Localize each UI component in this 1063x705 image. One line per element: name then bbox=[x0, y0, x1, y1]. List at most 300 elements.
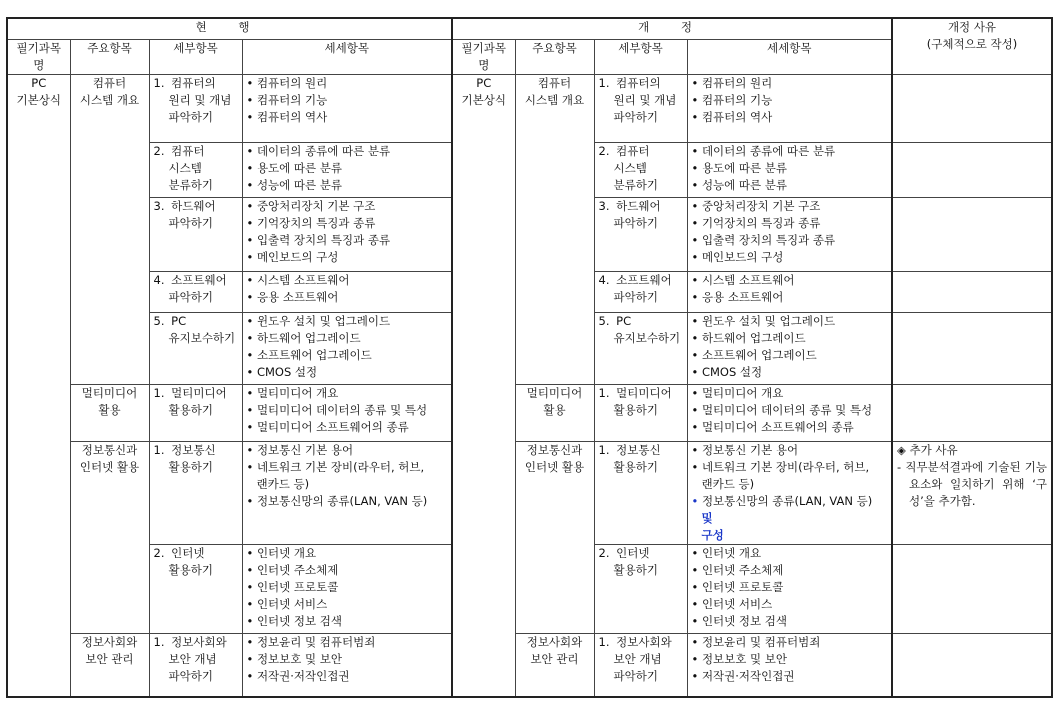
detail-text: 컴퓨터의 기능 bbox=[256, 93, 328, 107]
revised-group-header: 개 정 bbox=[452, 18, 892, 40]
detail-text: 인터넷 정보 검색 bbox=[701, 614, 788, 628]
main-item-line: 인터넷 활용 bbox=[524, 460, 585, 474]
detail-item bbox=[692, 634, 888, 651]
detail-text: 멀티미디어 개요 bbox=[256, 386, 339, 400]
col-detail-rev: 세세항목 bbox=[687, 40, 892, 75]
detail-item bbox=[692, 596, 888, 613]
sub-item-line bbox=[599, 272, 683, 289]
col-subject: 필기과목명 bbox=[7, 40, 70, 75]
sub-item-line bbox=[599, 545, 683, 562]
detail-list bbox=[692, 634, 888, 685]
detail-text: 컴퓨터의 기능 bbox=[701, 93, 773, 107]
detail-item bbox=[247, 562, 448, 579]
detail-text: 인터넷 서비스 bbox=[701, 597, 773, 611]
detail-items-revised bbox=[687, 75, 892, 143]
main-item bbox=[70, 75, 149, 385]
main-item-line: 활용 bbox=[98, 403, 121, 417]
subject-line: PC bbox=[31, 76, 47, 90]
detail-items bbox=[242, 634, 452, 697]
reason-cell bbox=[892, 272, 1052, 313]
reason-cell bbox=[892, 634, 1052, 697]
sub-item-line: 분류하기 bbox=[613, 178, 658, 192]
detail-text: 멀티미디어 개요 bbox=[701, 386, 784, 400]
sub-item-line bbox=[599, 75, 683, 92]
detail-item bbox=[692, 330, 888, 347]
sub-item bbox=[149, 385, 242, 442]
detail-items bbox=[242, 75, 452, 143]
detail-text: 성능에 따른 분류 bbox=[701, 178, 788, 192]
detail-text: 인터넷 프로토콜 bbox=[256, 580, 339, 594]
curriculum-comparison-table bbox=[6, 17, 1053, 698]
sub-item-number: 2. bbox=[153, 546, 165, 560]
sub-item-number: 2. bbox=[598, 546, 610, 560]
detail-item bbox=[692, 75, 888, 92]
detail-list bbox=[692, 385, 888, 436]
sub-item-number: 5. bbox=[153, 314, 165, 328]
sub-item-line bbox=[154, 634, 238, 651]
detail-item bbox=[692, 272, 888, 289]
reason-cell bbox=[892, 313, 1052, 385]
detail-text: 입출력 장치의 특징과 종류 bbox=[701, 233, 836, 247]
detail-items-revised bbox=[687, 442, 892, 545]
sub-item-number: 1. bbox=[598, 386, 610, 400]
detail-item bbox=[247, 402, 448, 419]
detail-item bbox=[692, 545, 888, 562]
detail-list bbox=[692, 313, 888, 381]
sub-item-line bbox=[599, 385, 683, 402]
reason-title: ◈ 추가 사유 bbox=[897, 443, 958, 457]
sub-item-revised bbox=[594, 313, 687, 385]
detail-text: 인터넷 프로토콜 bbox=[701, 580, 784, 594]
reason-cell bbox=[892, 198, 1052, 272]
detail-items bbox=[242, 272, 452, 313]
sub-item-line bbox=[599, 442, 683, 459]
detail-text: 성능에 따른 분류 bbox=[256, 178, 343, 192]
detail-text: 데이터의 종류에 따른 분류 bbox=[256, 144, 391, 158]
detail-text: 정보통신 기본 용어 bbox=[256, 443, 354, 457]
detail-text: 컴퓨터의 원리 bbox=[256, 76, 328, 90]
subject-line: 기본상식 bbox=[461, 93, 506, 107]
detail-list bbox=[247, 385, 448, 436]
detail-items-revised bbox=[687, 198, 892, 272]
sub-item-number: 2. bbox=[153, 144, 165, 158]
sub-item-line bbox=[154, 272, 238, 289]
detail-item bbox=[692, 160, 888, 177]
detail-text: 멀티미디어 데이터의 종류 및 특성 bbox=[256, 403, 428, 417]
sub-item-text: 정보통신 bbox=[616, 443, 661, 457]
table-row bbox=[7, 75, 1052, 143]
sub-item-text: 소프트웨어 bbox=[616, 273, 672, 287]
detail-text: 메인보드의 구성 bbox=[256, 250, 339, 264]
col-sub: 세부항목 bbox=[149, 40, 242, 75]
sub-item-line: 시스템 bbox=[168, 161, 202, 175]
sub-item-line: 분류하기 bbox=[168, 178, 213, 192]
detail-text: 하드웨어 업그레이드 bbox=[256, 331, 361, 345]
detail-text: CMOS 설정 bbox=[701, 365, 763, 379]
sub-item-number: 1. bbox=[598, 635, 610, 649]
reason-cell bbox=[892, 385, 1052, 442]
detail-item bbox=[247, 613, 448, 630]
detail-text: 인터넷 개요 bbox=[701, 546, 762, 560]
detail-list bbox=[247, 634, 448, 685]
sub-item-number: 5. bbox=[598, 314, 610, 328]
current-group-header: 현 행 bbox=[7, 18, 452, 40]
sub-item-text: PC bbox=[616, 314, 632, 328]
detail-list bbox=[247, 545, 448, 630]
detail-item bbox=[247, 385, 448, 402]
table-row bbox=[7, 442, 1052, 545]
detail-items-revised bbox=[687, 272, 892, 313]
detail-item bbox=[247, 419, 448, 436]
detail-list bbox=[247, 313, 448, 381]
detail-text: 정보보호 및 보안 bbox=[256, 652, 343, 666]
detail-item bbox=[692, 613, 888, 630]
sub-item-line: 원리 및 개념 bbox=[168, 93, 232, 107]
sub-item-line bbox=[154, 75, 238, 92]
detail-text: 응용 소프트웨어 bbox=[701, 290, 784, 304]
detail-item bbox=[247, 215, 448, 232]
sub-item-text: 인터넷 bbox=[616, 546, 650, 560]
main-item bbox=[515, 385, 594, 442]
detail-items bbox=[242, 442, 452, 545]
sub-item-line: 파악하기 bbox=[168, 290, 213, 304]
sub-item-line: 파악하기 bbox=[168, 669, 213, 683]
detail-text: 저작권·저작인접권 bbox=[701, 669, 795, 683]
sub-item-text: 정보사회와 bbox=[171, 635, 227, 649]
sub-item bbox=[149, 313, 242, 385]
sub-item-line: 활용하기 bbox=[613, 563, 658, 577]
main-item-line: 정보통신과 bbox=[81, 443, 138, 457]
sub-item-line: 시스템 bbox=[613, 161, 647, 175]
detail-item bbox=[247, 198, 448, 215]
detail-text: 컴퓨터의 역사 bbox=[256, 110, 328, 124]
col-sub-rev: 세부항목 bbox=[594, 40, 687, 75]
detail-text: 데이터의 종류에 따른 분류 bbox=[701, 144, 836, 158]
detail-item bbox=[692, 668, 888, 685]
sub-item-line: 파악하기 bbox=[168, 110, 213, 124]
main-item-line: 컴퓨터 bbox=[92, 76, 127, 90]
sub-item-number: 1. bbox=[598, 76, 610, 90]
sub-item-revised bbox=[594, 634, 687, 697]
detail-items-revised bbox=[687, 313, 892, 385]
sub-item-number: 1. bbox=[153, 386, 165, 400]
sub-item-text: 컴퓨터 bbox=[616, 144, 650, 158]
detail-text: 정보보호 및 보안 bbox=[701, 652, 788, 666]
detail-item bbox=[247, 232, 448, 249]
detail-item bbox=[247, 92, 448, 109]
main-item-line: 멀티미디어 bbox=[526, 386, 583, 400]
sub-item-text: PC bbox=[171, 314, 187, 328]
main-item-line: 정보사회와 bbox=[526, 635, 583, 649]
detail-item bbox=[692, 651, 888, 668]
sub-item bbox=[149, 272, 242, 313]
detail-item bbox=[692, 579, 888, 596]
detail-item bbox=[692, 442, 888, 459]
sub-item-line: 활용하기 bbox=[168, 563, 213, 577]
detail-item bbox=[247, 143, 448, 160]
main-item bbox=[70, 385, 149, 442]
detail-text: 정보통신망의 종류(LAN, VAN 등) bbox=[256, 494, 428, 508]
detail-text: 인터넷 정보 검색 bbox=[256, 614, 343, 628]
sub-item-revised bbox=[594, 75, 687, 143]
col-subject-rev: 필기과목명 bbox=[452, 40, 515, 75]
table-body bbox=[7, 75, 1052, 697]
sub-item-line: 유지보수하기 bbox=[168, 331, 236, 345]
detail-text: 용도에 따른 분류 bbox=[256, 161, 343, 175]
main-item bbox=[515, 75, 594, 385]
detail-text: 소프트웨어 업그레이드 bbox=[701, 348, 817, 362]
sub-item-line: 활용하기 bbox=[613, 403, 658, 417]
detail-list bbox=[247, 272, 448, 306]
sub-item-line bbox=[599, 143, 683, 160]
detail-item bbox=[692, 347, 888, 364]
detail-item bbox=[692, 402, 888, 419]
reason-header-title: 개정 사유 bbox=[947, 20, 997, 34]
detail-item bbox=[692, 562, 888, 579]
detail-item bbox=[247, 347, 448, 364]
detail-item bbox=[247, 442, 448, 459]
detail-text: 시스템 소프트웨어 bbox=[701, 273, 795, 287]
sub-item-text: 하드웨어 bbox=[171, 199, 216, 213]
sub-item-line bbox=[154, 442, 238, 459]
main-item-line: 정보사회와 bbox=[81, 635, 138, 649]
detail-item bbox=[692, 143, 888, 160]
detail-item bbox=[692, 109, 888, 126]
sub-item-number: 1. bbox=[153, 76, 165, 90]
sub-item bbox=[149, 143, 242, 198]
detail-item bbox=[247, 160, 448, 177]
detail-text: 기억장치의 특징과 종류 bbox=[256, 216, 376, 230]
detail-list bbox=[692, 272, 888, 306]
detail-text: 인터넷 개요 bbox=[256, 546, 317, 560]
detail-item bbox=[247, 177, 448, 194]
main-item bbox=[515, 634, 594, 697]
reason-header bbox=[892, 18, 1052, 75]
sub-item-line: 파악하기 bbox=[168, 216, 213, 230]
detail-list bbox=[692, 545, 888, 630]
main-item-line: 시스템 개요 bbox=[524, 93, 585, 107]
sub-item-text: 하드웨어 bbox=[616, 199, 661, 213]
detail-list bbox=[692, 143, 888, 194]
detail-item bbox=[692, 249, 888, 266]
detail-text: 응용 소프트웨어 bbox=[256, 290, 339, 304]
detail-items-revised bbox=[687, 634, 892, 697]
detail-text: 멀티미디어 소프트웨어의 종류 bbox=[701, 420, 854, 434]
sub-item-line bbox=[154, 198, 238, 215]
detail-items bbox=[242, 545, 452, 634]
detail-items-revised bbox=[687, 385, 892, 442]
main-item-line: 인터넷 활용 bbox=[79, 460, 140, 474]
revised-addition: 구성 bbox=[701, 528, 724, 542]
detail-item bbox=[692, 385, 888, 402]
detail-item bbox=[692, 289, 888, 306]
subject-line: 기본상식 bbox=[16, 93, 61, 107]
detail-item bbox=[247, 596, 448, 613]
col-main: 주요항목 bbox=[70, 40, 149, 75]
sub-item bbox=[149, 75, 242, 143]
detail-list bbox=[247, 198, 448, 266]
detail-list bbox=[692, 442, 888, 544]
detail-text: 중앙처리장치 기본 구조 bbox=[256, 199, 376, 213]
detail-item bbox=[692, 313, 888, 330]
detail-items-revised bbox=[687, 545, 892, 634]
detail-item bbox=[692, 177, 888, 194]
detail-items-revised bbox=[687, 143, 892, 198]
detail-item bbox=[692, 364, 888, 381]
sub-item-revised bbox=[594, 143, 687, 198]
detail-item bbox=[692, 232, 888, 249]
main-item bbox=[70, 442, 149, 634]
reason-cell bbox=[892, 75, 1052, 143]
detail-item bbox=[247, 545, 448, 562]
detail-list bbox=[247, 143, 448, 194]
revised-addition: 및 bbox=[701, 511, 713, 525]
detail-text: CMOS 설정 bbox=[256, 365, 318, 379]
sub-item-revised bbox=[594, 545, 687, 634]
sub-item-text: 정보통신 bbox=[171, 443, 216, 457]
main-item-line: 컴퓨터 bbox=[537, 76, 572, 90]
detail-item bbox=[247, 75, 448, 92]
detail-text: 멀티미디어 데이터의 종류 및 특성 bbox=[701, 403, 873, 417]
sub-item-line: 원리 및 개념 bbox=[613, 93, 677, 107]
sub-item-line: 유지보수하기 bbox=[613, 331, 681, 345]
sub-item bbox=[149, 545, 242, 634]
sub-item-line bbox=[599, 634, 683, 651]
detail-item bbox=[247, 651, 448, 668]
detail-item bbox=[692, 459, 888, 493]
detail-item bbox=[247, 459, 448, 493]
detail-item bbox=[692, 419, 888, 436]
table-row bbox=[7, 385, 1052, 442]
sub-item-text: 컴퓨터 bbox=[171, 144, 205, 158]
main-item-line: 멀티미디어 bbox=[81, 386, 138, 400]
sub-item-text: 컴퓨터의 bbox=[616, 76, 661, 90]
detail-text: 하드웨어 업그레이드 bbox=[701, 331, 806, 345]
sub-item-line: 활용하기 bbox=[168, 403, 213, 417]
subject-line: PC bbox=[476, 76, 492, 90]
detail-item bbox=[247, 579, 448, 596]
reason-cell bbox=[892, 545, 1052, 634]
main-item-line: 보안 관리 bbox=[530, 652, 579, 666]
sub-item-line: 활용하기 bbox=[168, 460, 213, 474]
detail-list bbox=[692, 198, 888, 266]
detail-text: 시스템 소프트웨어 bbox=[256, 273, 350, 287]
sub-item-text: 소프트웨어 bbox=[171, 273, 227, 287]
sub-item-line: 파악하기 bbox=[613, 216, 658, 230]
detail-text: 정보윤리 및 컴퓨터범죄 bbox=[256, 635, 376, 649]
detail-text: 소프트웨어 업그레이드 bbox=[256, 348, 372, 362]
detail-list bbox=[247, 442, 448, 510]
detail-item bbox=[247, 313, 448, 330]
detail-text-cont: 랜카드 등) bbox=[256, 477, 310, 491]
main-item-line: 보안 관리 bbox=[85, 652, 134, 666]
detail-item bbox=[247, 272, 448, 289]
detail-list bbox=[692, 75, 888, 126]
table-row bbox=[7, 634, 1052, 697]
detail-text: 멀티미디어 소프트웨어의 종류 bbox=[256, 420, 409, 434]
sub-item-line bbox=[154, 313, 238, 330]
col-main-rev: 주요항목 bbox=[515, 40, 594, 75]
detail-text: 중앙처리장치 기본 구조 bbox=[701, 199, 821, 213]
detail-text: 네트워크 기본 장비(라우터, 허브, bbox=[701, 460, 870, 474]
detail-text: 입출력 장치의 특징과 종류 bbox=[256, 233, 391, 247]
sub-item-line bbox=[154, 545, 238, 562]
detail-text: 용도에 따른 분류 bbox=[701, 161, 788, 175]
detail-text: 인터넷 서비스 bbox=[256, 597, 328, 611]
detail-items bbox=[242, 143, 452, 198]
detail-item bbox=[247, 249, 448, 266]
main-item-line: 정보통신과 bbox=[526, 443, 583, 457]
detail-items bbox=[242, 198, 452, 272]
sub-item-line: 파악하기 bbox=[613, 290, 658, 304]
main-item-line: 시스템 개요 bbox=[79, 93, 140, 107]
sub-item-text: 컴퓨터의 bbox=[171, 76, 216, 90]
sub-item-revised bbox=[594, 272, 687, 313]
sub-item-text: 정보사회와 bbox=[616, 635, 672, 649]
detail-text: 정보통신 기본 용어 bbox=[701, 443, 799, 457]
detail-text: 네트워크 기본 장비(라우터, 허브, bbox=[256, 460, 425, 474]
sub-item-text: 멀티미디어 bbox=[616, 386, 672, 400]
sub-item-line bbox=[599, 198, 683, 215]
sub-item-number: 3. bbox=[153, 199, 165, 213]
reason-cell bbox=[892, 143, 1052, 198]
sub-item-line bbox=[154, 385, 238, 402]
subject-name bbox=[7, 75, 70, 697]
detail-item bbox=[692, 493, 888, 544]
subject-name bbox=[452, 75, 515, 697]
col-detail: 세세항목 bbox=[242, 40, 452, 75]
detail-text: 정보윤리 및 컴퓨터범죄 bbox=[701, 635, 821, 649]
detail-items bbox=[242, 385, 452, 442]
sub-item-number: 1. bbox=[153, 443, 165, 457]
reason-cell bbox=[892, 442, 1052, 545]
detail-item bbox=[247, 330, 448, 347]
detail-text: 윈도우 설치 및 업그레이드 bbox=[701, 314, 836, 328]
detail-text: 메인보드의 구성 bbox=[701, 250, 784, 264]
sub-item-line: 활용하기 bbox=[613, 460, 658, 474]
sub-item bbox=[149, 634, 242, 697]
reason-header-sub: (구체적으로 작성) bbox=[926, 37, 1018, 51]
detail-text: 인터넷 주소체제 bbox=[701, 563, 784, 577]
sub-item-number: 1. bbox=[598, 443, 610, 457]
detail-item bbox=[247, 634, 448, 651]
detail-text-cont: 랜카드 등) bbox=[701, 477, 755, 491]
sub-item-revised bbox=[594, 442, 687, 545]
sub-item-line bbox=[599, 313, 683, 330]
sub-item-line: 파악하기 bbox=[613, 669, 658, 683]
sub-item-line: 파악하기 bbox=[613, 110, 658, 124]
main-item bbox=[515, 442, 594, 634]
detail-item bbox=[247, 668, 448, 685]
detail-text: 정보통신망의 종류(LAN, VAN 등) bbox=[701, 494, 873, 508]
sub-item-number: 4. bbox=[153, 273, 165, 287]
detail-list bbox=[247, 75, 448, 126]
detail-item bbox=[692, 215, 888, 232]
detail-text: 컴퓨터의 원리 bbox=[701, 76, 773, 90]
main-item bbox=[70, 634, 149, 697]
sub-item-number: 2. bbox=[598, 144, 610, 158]
detail-text: 인터넷 주소체제 bbox=[256, 563, 339, 577]
sub-item-revised bbox=[594, 198, 687, 272]
detail-item bbox=[692, 92, 888, 109]
reason-body: - 직무분석결과에 기술된 기능요소와 일치하기 위해 ‘구성’을 추가함. bbox=[897, 460, 1047, 508]
detail-item bbox=[247, 109, 448, 126]
detail-text: 윈도우 설치 및 업그레이드 bbox=[256, 314, 391, 328]
sub-item-number: 4. bbox=[598, 273, 610, 287]
main-item-line: 활용 bbox=[543, 403, 566, 417]
sub-item-revised bbox=[594, 385, 687, 442]
sub-item-line: 보안 개념 bbox=[613, 652, 662, 666]
